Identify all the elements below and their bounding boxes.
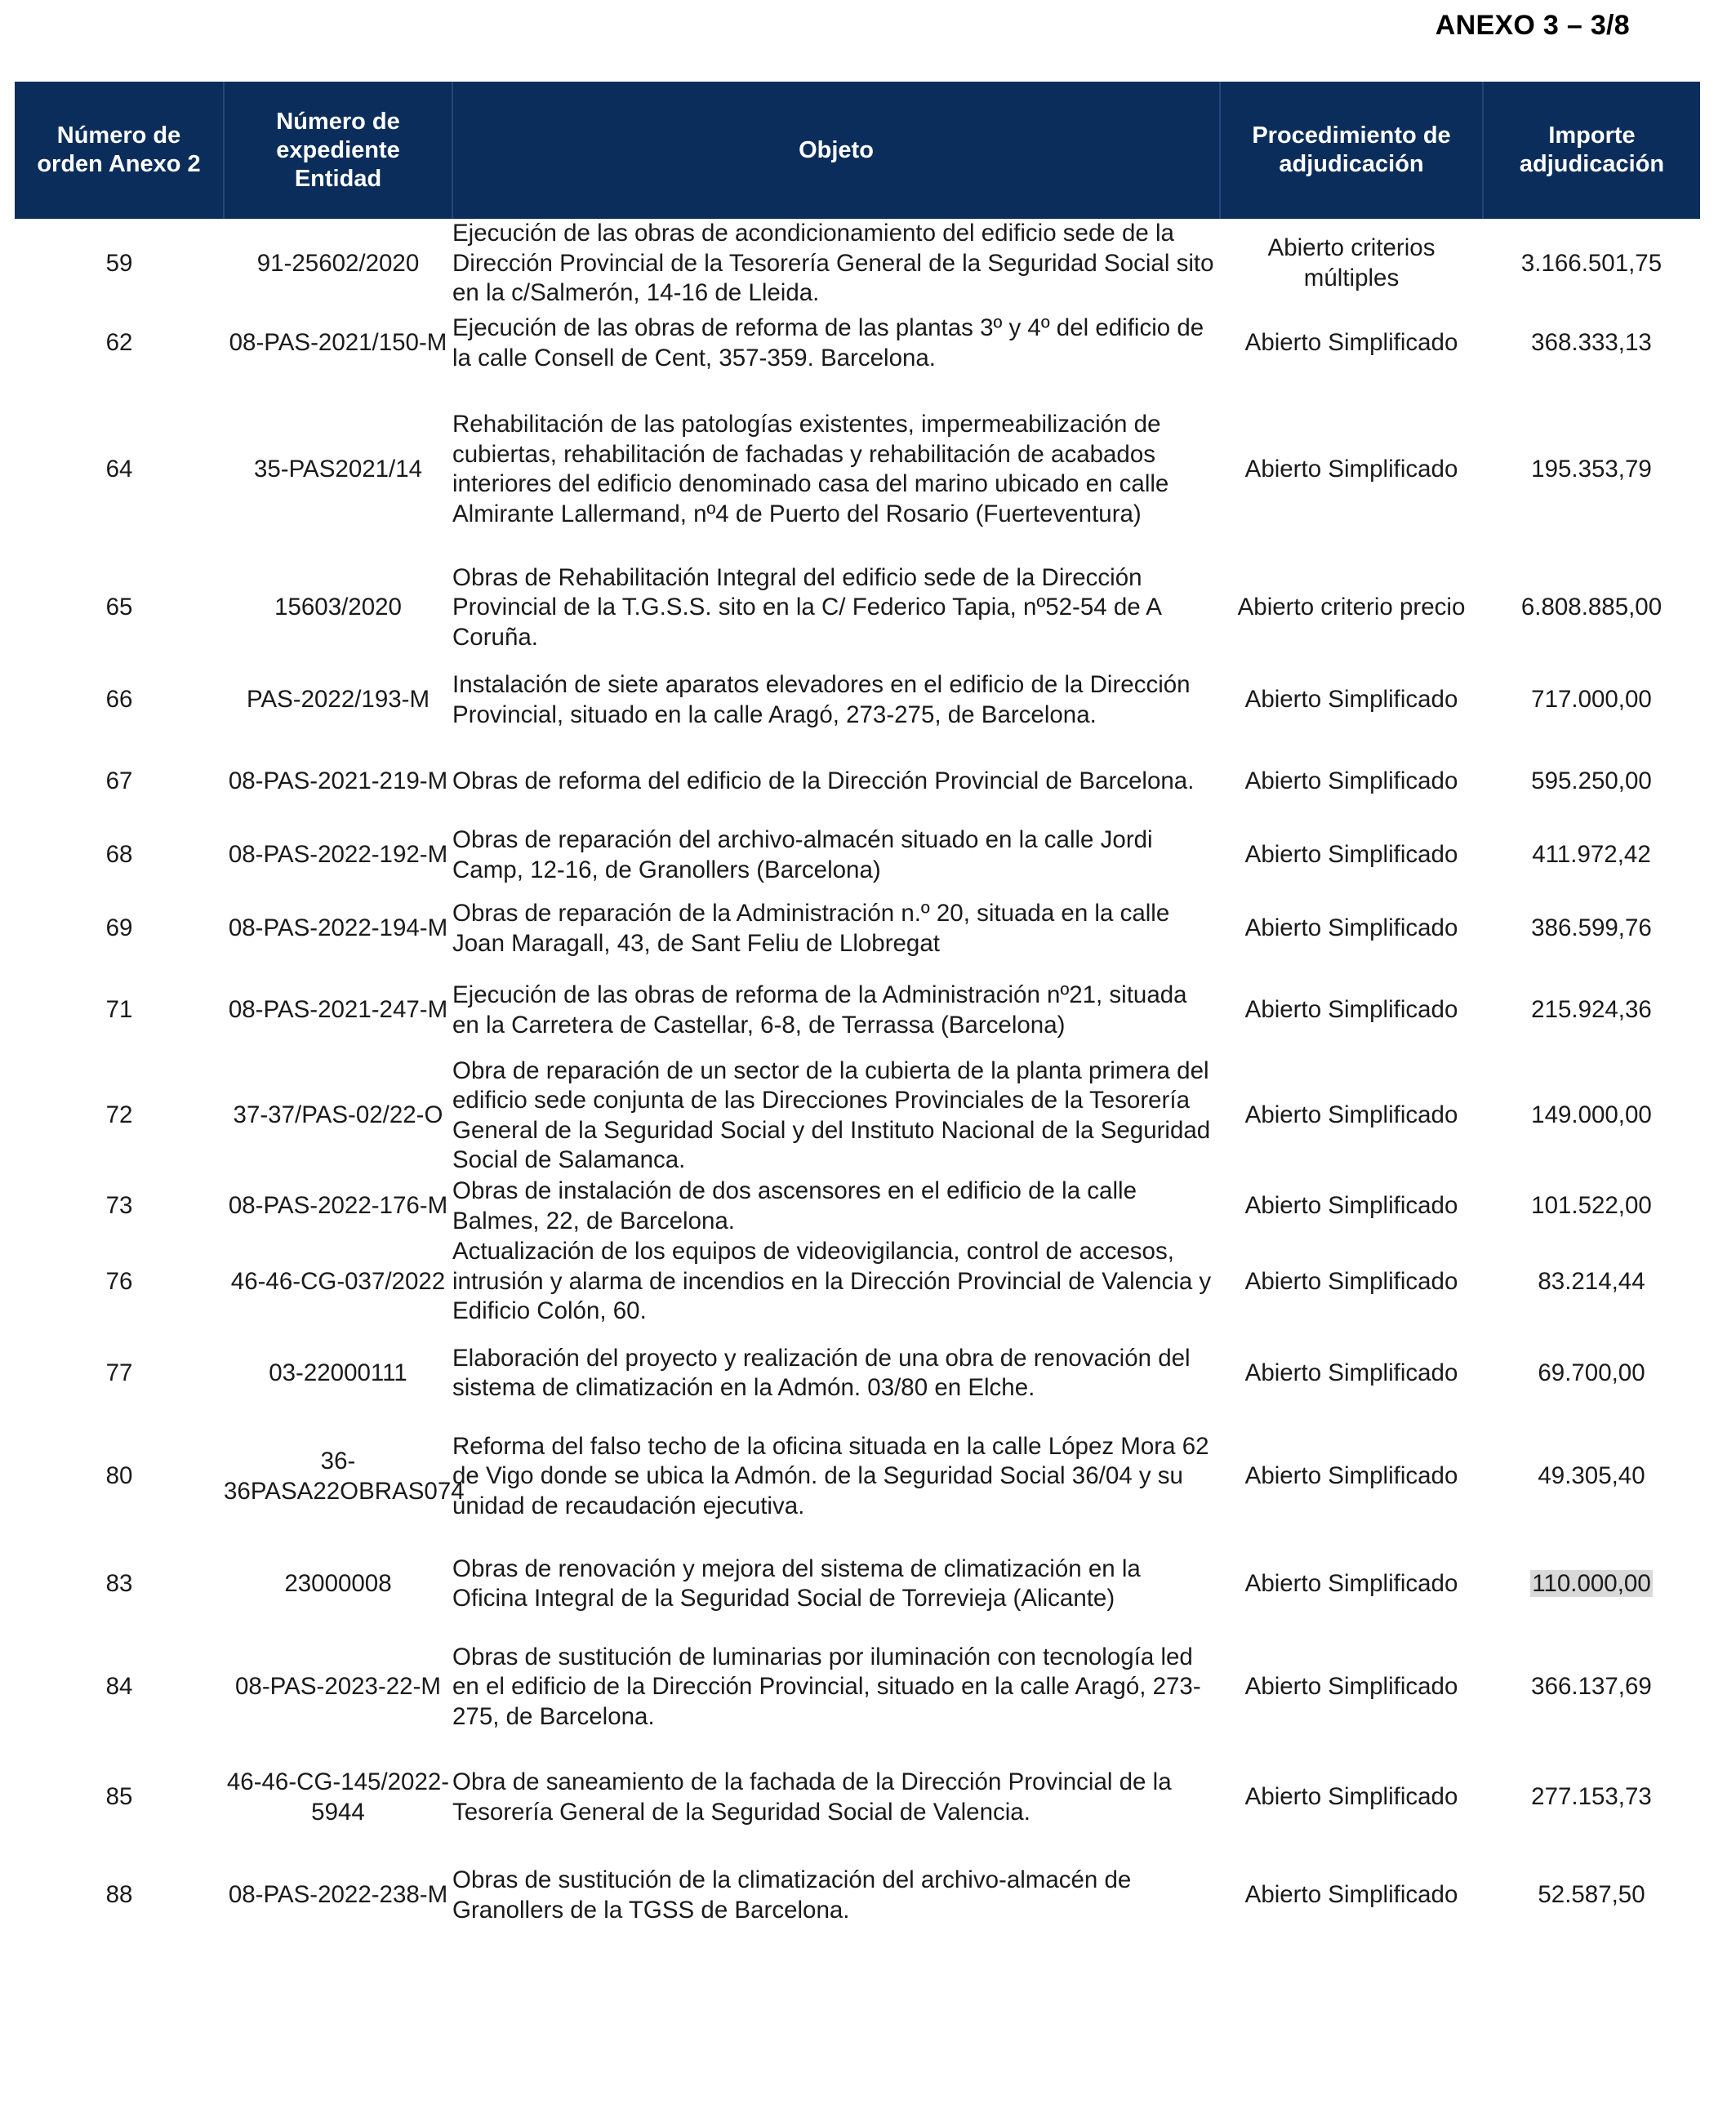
cell-objeto: Obras de renovación y mejora del sistema de climatización en la Oficina Integral de la Seguridad Social de Torrevieja (Alicante) [452, 1555, 1141, 1612]
cell-importe: 6.808.885,00 [1520, 594, 1663, 621]
cell-importe: 595.250,00 [1531, 767, 1652, 795]
cell-importe: 52.587,50 [1538, 1881, 1645, 1909]
cell-importe: 411.972,42 [1532, 841, 1651, 869]
cell-objeto: Obra de saneamiento de la fachada de la Dirección Provincial de la Tesorería General de la Seguridad Social de Valencia. [452, 1768, 1172, 1826]
cell-orden: 67 [105, 767, 133, 795]
table-row [15, 656, 1700, 745]
table-row [15, 745, 1700, 819]
cell-procedimiento: Abierto Simplificado [1244, 767, 1458, 795]
cell-expediente: 08-PAS-2022-192-M [228, 841, 448, 869]
cell-objeto: Instalación de siete aparatos elevadores en el edificio de la Dirección Provincial, situado en la calle Aragó, 273-275, de Barcelona. [452, 671, 1191, 728]
cell-importe [1483, 1534, 1700, 1635]
cell-expediente: 08-PAS-2023-22-M [235, 1673, 441, 1701]
cell-objeto: Actualización de los equipos de videovigilancia, control de accesos, intrusión y alarma de incendios en la Dirección Provincial de Valencia y Edificio Colón, 60. [452, 1238, 1212, 1325]
cell-orden: 64 [105, 455, 133, 483]
cell-expediente: PAS-2022/193-M [246, 686, 430, 714]
cell-orden: 68 [105, 841, 133, 869]
cell-expediente: 08-PAS-2021-219-M [228, 767, 448, 795]
cell-orden: 85 [105, 1783, 133, 1811]
table-row [15, 1177, 1700, 1237]
cell-procedimiento: Abierto Simplificado [1244, 996, 1458, 1024]
cell-orden: 66 [105, 686, 133, 714]
cell-orden: 71 [105, 996, 133, 1024]
cell-orden: 65 [105, 594, 133, 621]
cell-expediente: 08-PAS-2022-238-M [228, 1881, 448, 1909]
cell-procedimiento: Abierto criterios múltiples [1267, 234, 1436, 291]
cell-orden: 84 [105, 1673, 133, 1701]
table-row [15, 561, 1700, 656]
table-row [15, 1635, 1700, 1741]
cell-orden: 72 [105, 1101, 133, 1129]
header-objeto: Objeto [452, 82, 1220, 219]
cell-expediente: 36-36PASA22OBRAS074 [224, 1448, 465, 1505]
cell-objeto: Obras de sustitución de luminarias por iluminación con tecnología led en el edificio de la Dirección Provincial, situado en la calle Aragó, 273-275, de Barcelona. [452, 1643, 1201, 1730]
table-row [15, 379, 1700, 561]
cell-procedimiento: Abierto Simplificado [1244, 1783, 1458, 1811]
table-row [15, 1056, 1700, 1177]
cell-objeto: Obra de reparación de un sector de la cubierta de la planta primera del edificio sede conjunta de las Direcciones Provinciales de la Tesorería General de la Seguridad Social y del Instituto Nacional de la Seguridad Social de Salamanca. [452, 1056, 1211, 1173]
cell-objeto: Obras de reparación del archivo-almacén situado en la calle Jordi Camp, 12-16, de Granollers (Barcelona) [452, 826, 1153, 883]
cell-orden: 77 [105, 1359, 133, 1386]
cell-objeto: Elaboración del proyecto y realización de una obra de renovación del sistema de climatización en la Admón. 03/80 en Elche. [452, 1344, 1191, 1401]
cell-importe: 195.353,79 [1531, 455, 1652, 483]
contracts-table [15, 82, 1700, 1937]
cell-procedimiento: Abierto Simplificado [1244, 686, 1458, 714]
header-expediente: Número de expediente Entidad [224, 82, 452, 219]
table-row [15, 966, 1700, 1056]
header-importe: Importe adjudicación [1483, 82, 1700, 219]
table-row [15, 1855, 1700, 1937]
cell-importe: 386.599,76 [1531, 914, 1652, 942]
cell-expediente: 08-PAS-2021-247-M [228, 996, 448, 1024]
cell-objeto: Obras de Rehabilitación Integral del edificio sede de la Dirección Provincial de la T.G.S.S. sito en la C/ Federico Tapia, nº52-54 de A Coruña. [452, 563, 1161, 651]
cell-objeto: Reforma del falso techo de la oficina situada en la calle López Mora 62 de Vigo donde se ubica la Admón. de la Seguridad Social 36/04 y su unidad de recaudación ejecutiva. [452, 1432, 1209, 1519]
highlighted-importe: 110.000,00 [1532, 1569, 1651, 1597]
cell-importe: 149.000,00 [1531, 1101, 1652, 1129]
cell-importe: 277.153,73 [1531, 1783, 1652, 1811]
cell-objeto: Ejecución de las obras de reforma de las plantas 3º y 4º del edificio de la calle Consell de Cent, 357-359. Barcelona. [452, 314, 1204, 371]
cell-expediente: 15603/2020 [274, 594, 402, 621]
cell-objeto: Obras de instalación de dos ascensores en el edificio de la calle Balmes, 22, de Barcelona. [452, 1177, 1137, 1234]
cell-objeto: Obras de reparación de la Administración n.º 20, situada en la calle Joan Maragall, 43, de Sant Feliu de Llobregat [452, 900, 1170, 957]
annex-title: ANEXO 3 – 3/8 [1435, 10, 1630, 41]
header-procedimiento: Procedimiento de adjudicación [1220, 82, 1483, 219]
cell-procedimiento: Abierto Simplificado [1244, 1881, 1458, 1909]
cell-objeto: Ejecución de las obras de reforma de la Administración nº21, situada en la Carretera de Castellar, 6-8, de Terrassa (Barcelona) [452, 981, 1187, 1039]
cell-expediente: 03-22000111 [269, 1359, 407, 1386]
cell-orden: 69 [105, 914, 133, 942]
cell-procedimiento: Abierto Simplificado [1244, 1192, 1458, 1220]
cell-importe: 215.924,36 [1531, 996, 1652, 1024]
cell-procedimiento: Abierto Simplificado [1244, 1359, 1458, 1386]
cell-orden: 83 [105, 1569, 133, 1597]
cell-procedimiento: Abierto Simplificado [1244, 329, 1458, 357]
cell-procedimiento: Abierto criterio precio [1237, 594, 1466, 621]
cell-importe: 717.000,00 [1531, 686, 1652, 714]
cell-importe: 49.305,40 [1538, 1462, 1645, 1490]
cell-orden: 59 [105, 249, 133, 277]
header-orden: Número de orden Anexo 2 [15, 82, 224, 219]
table-row [15, 1534, 1700, 1635]
table-row [15, 1237, 1700, 1328]
cell-expediente: 23000008 [284, 1569, 392, 1597]
cell-procedimiento: Abierto Simplificado [1244, 1101, 1458, 1129]
cell-orden: 73 [105, 1192, 133, 1220]
cell-importe: 366.137,69 [1531, 1673, 1652, 1701]
cell-objeto: Obras de reforma del edificio de la Dirección Provincial de Barcelona. [452, 767, 1195, 795]
cell-procedimiento: Abierto Simplificado [1244, 1569, 1458, 1597]
cell-procedimiento: Abierto Simplificado [1244, 1673, 1458, 1701]
table-row [15, 819, 1700, 892]
table-row [15, 309, 1700, 379]
cell-objeto: Ejecución de las obras de acondicionamiento del edificio sede de la Dirección Provincial de la Tesorería General de la Seguridad Social sito en la c/Salmerón, 14-16 de Lleida. [452, 220, 1214, 306]
table-row [15, 1741, 1700, 1855]
cell-expediente: 08-PAS-2022-176-M [228, 1192, 448, 1220]
cell-expediente: 46-46-CG-145/2022-5944 [226, 1768, 450, 1826]
cell-expediente: 37-37/PAS-02/22-O [233, 1101, 443, 1129]
cell-objeto: Obras de sustitución de la climatización del archivo-almacén de Granollers de la TGSS de Barcelona. [452, 1866, 1132, 1924]
cell-importe: 83.214,44 [1538, 1267, 1645, 1295]
cell-orden: 88 [105, 1881, 133, 1909]
cell-orden: 76 [105, 1267, 133, 1295]
cell-importe: 69.700,00 [1538, 1359, 1645, 1386]
cell-expediente: 08-PAS-2021/150-M [229, 329, 447, 357]
cell-objeto: Rehabilitación de las patologías existentes, impermeabilización de cubiertas, rehabilitación de fachadas y rehabilitación de acabados interiores del edificio denominado casa del marino ubicado en calle Almirante Lallermand, nº4 de Puerto del Rosario (Fuerteventura) [452, 411, 1169, 527]
table-header-row [15, 82, 1700, 219]
cell-importe: 101.522,00 [1531, 1192, 1652, 1220]
table-row [15, 219, 1700, 309]
table-row [15, 892, 1700, 966]
cell-expediente: 08-PAS-2022-194-M [228, 914, 448, 942]
table-row [15, 1328, 1700, 1420]
table-row [15, 1420, 1700, 1534]
cell-expediente: 46-46-CG-037/2022 [230, 1267, 446, 1295]
cell-orden: 80 [105, 1462, 133, 1490]
cell-procedimiento: Abierto Simplificado [1244, 1267, 1458, 1295]
cell-expediente: 91-25602/2020 [256, 249, 420, 277]
cell-orden: 62 [105, 329, 133, 357]
cell-procedimiento: Abierto Simplificado [1244, 841, 1458, 869]
cell-importe: 3.166.501,75 [1520, 249, 1663, 277]
cell-procedimiento: Abierto Simplificado [1244, 455, 1458, 483]
cell-importe: 368.333,13 [1531, 329, 1652, 357]
cell-procedimiento: Abierto Simplificado [1244, 1462, 1458, 1490]
cell-expediente: 35-PAS2021/14 [253, 455, 423, 483]
cell-procedimiento: Abierto Simplificado [1244, 914, 1458, 942]
